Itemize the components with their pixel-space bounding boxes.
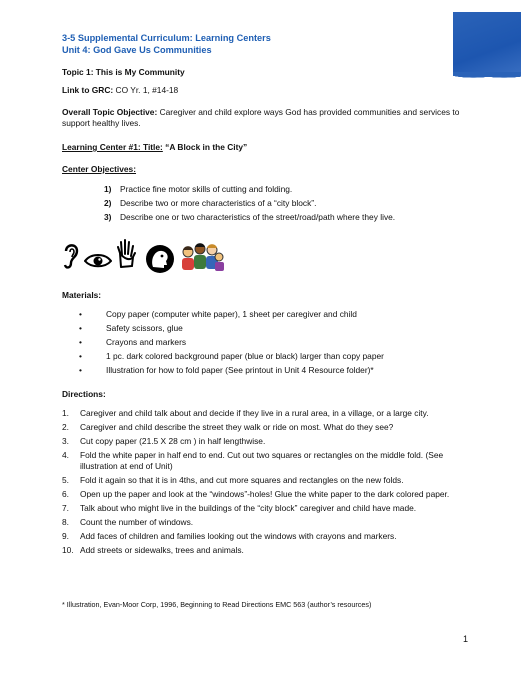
direction-number: 7. (62, 502, 69, 513)
direction-text: Add faces of children and families looking out the windows with crayons and markers. (80, 530, 397, 541)
objective-number: 1) (104, 184, 112, 194)
direction-item (62, 517, 472, 528)
direction-item (62, 531, 472, 542)
head-silhouette-icon (144, 243, 176, 275)
objective-number: 3) (104, 212, 112, 222)
direction-number: 6. (62, 489, 69, 500)
overall-objective-text: Caregiver and child explore ways God has provided communities and services to support healthy lives. (62, 107, 460, 129)
header-curriculum-title: 3-5 Supplemental Curriculum: Learning Centers (62, 33, 271, 43)
direction-number: 5. (62, 475, 69, 486)
materials-heading: Materials: (62, 290, 102, 300)
ear-icon (62, 241, 80, 271)
sense-icons-row (62, 241, 222, 281)
direction-text: Cut copy paper (21.5 X 28 cm ) in half lengthwise. (80, 435, 266, 446)
objective-text: Practice fine motor skills of cutting and folding. (120, 184, 293, 194)
materials-list (62, 309, 384, 379)
topic-title: Topic 1: This is My Community (62, 67, 185, 77)
direction-number: 8. (62, 516, 69, 527)
center-objectives-list (62, 184, 395, 226)
material-item: • 1 pc. dark colored background paper (blue or black) larger than copy paper (62, 351, 384, 365)
group-of-children-icon (180, 241, 224, 273)
direction-item (62, 475, 472, 486)
direction-item (62, 489, 472, 500)
direction-item (62, 422, 472, 433)
direction-text: Count the number of windows. (80, 516, 194, 527)
direction-number: 10. (62, 544, 74, 555)
blue-paint-block (453, 12, 521, 76)
direction-number: 3. (62, 435, 69, 446)
direction-text: Talk about who might live in the buildings of the “city block” caregiver and child have made. (80, 502, 417, 513)
material-item: • Safety scissors, glue (62, 323, 384, 337)
directions-list (62, 408, 472, 559)
objective-item (62, 212, 395, 226)
objective-item (62, 198, 395, 212)
direction-text: Open up the paper and look at the “windows”-holes! Glue the white paper to the dark colored paper. (80, 489, 450, 500)
overall-objective-label: Overall Topic Objective: (62, 107, 158, 117)
objective-text: Describe one or two characteristics of the street/road/path where they live. (120, 212, 396, 222)
page-number: 1 (463, 634, 469, 644)
direction-text: Add streets or sidewalks, trees and animals. (80, 544, 244, 555)
learning-center-title: “A Block in the City” (165, 142, 248, 152)
direction-item (62, 545, 472, 556)
direction-number: 2. (62, 421, 69, 432)
material-item: • Copy paper (computer white paper), 1 sheet per caregiver and child (62, 309, 384, 323)
learning-center-heading (62, 142, 247, 153)
direction-number: 4. (62, 449, 69, 460)
direction-item (62, 503, 472, 514)
directions-heading: Directions: (62, 389, 106, 399)
grc-link (62, 85, 178, 96)
eye-icon (84, 253, 112, 269)
hand-icon (116, 239, 138, 269)
grc-link-value: CO Yr. 1, #14-18 (115, 85, 179, 95)
direction-text: Fold it again so that it is in 4ths, and cut more squares and rectangles on the new folds. (80, 475, 404, 486)
footnote: * Illustration, Evan-Moor Corp, 1996, Beginning to Read Directions EMC 563 (author’s resources) (62, 600, 372, 609)
direction-text: Caregiver and child talk about and decide if they live in a rural area, in a village, or a large city. (80, 408, 429, 418)
header-unit-title: Unit 4: God Gave Us Communities (62, 45, 212, 55)
direction-item (62, 436, 472, 447)
direction-text: Fold the white paper in half end to end. Cut out two squares or rectangles on the middle fold. (See illustration at end of Unit) (80, 449, 444, 472)
objective-number: 2) (104, 198, 112, 208)
objective-text: Describe two or more characteristics of a “city block”. (120, 198, 317, 208)
direction-number: 1. (62, 408, 69, 418)
direction-text: Caregiver and child describe the street they walk or ride on most. What do they see? (80, 421, 394, 432)
center-objectives-heading: Center Objectives: (62, 164, 137, 174)
grc-link-label: Link to GRC: (62, 85, 114, 95)
direction-item (62, 408, 472, 419)
overall-objective (62, 107, 472, 130)
material-item: • Illustration for how to fold paper (See printout in Unit 4 Resource folder)* (62, 365, 384, 379)
direction-number: 9. (62, 530, 69, 541)
objective-item (62, 184, 395, 198)
material-item: • Crayons and markers (62, 337, 384, 351)
learning-center-label: Learning Center #1: Title: (62, 142, 163, 152)
direction-item (62, 450, 472, 473)
